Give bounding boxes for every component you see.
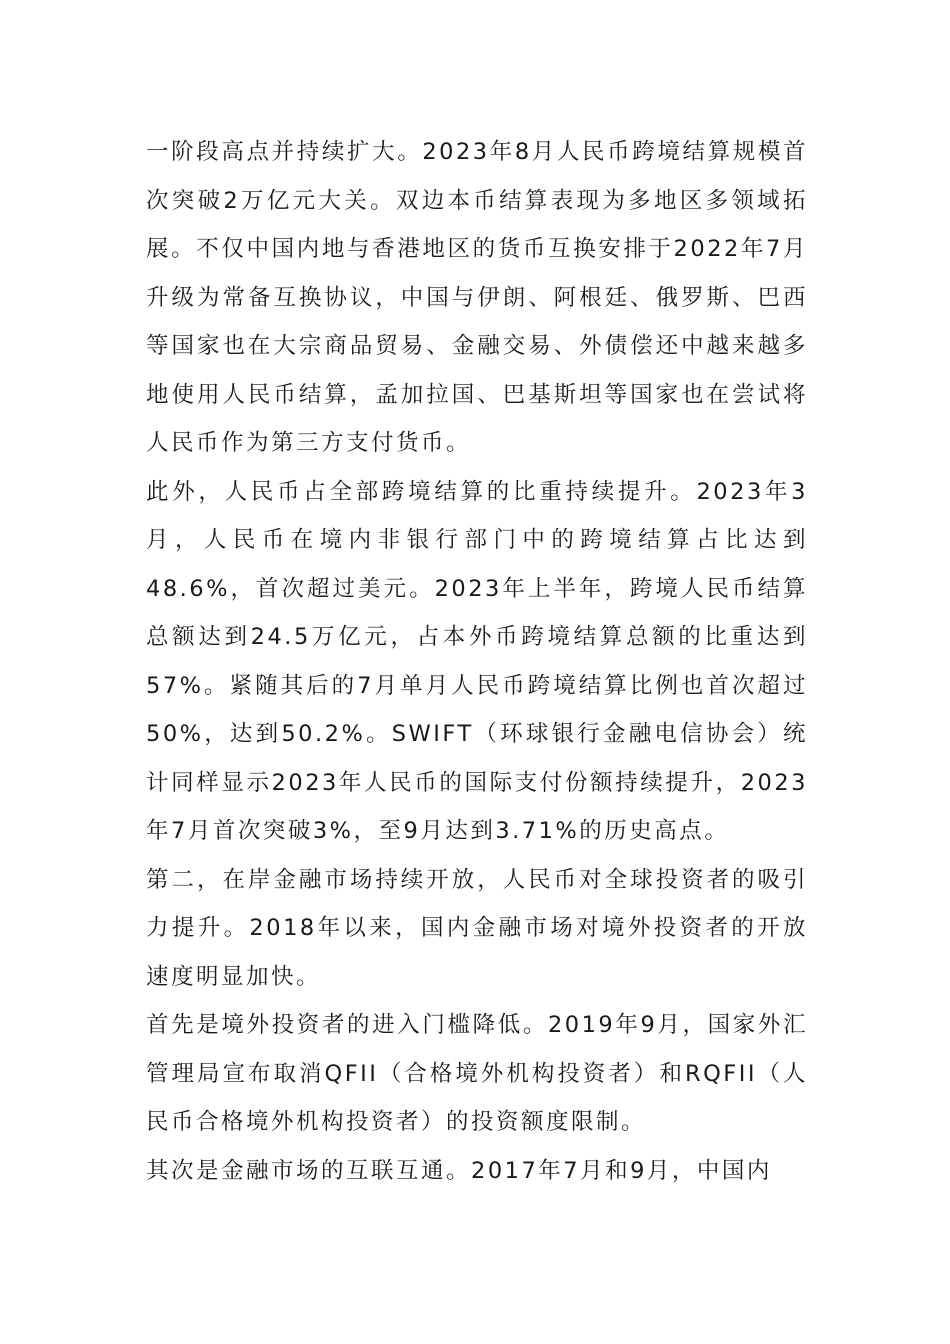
paragraph-5: 其次是金融市场的互联互通。2017年7月和9月，中国内	[146, 1157, 772, 1184]
paragraph-1: 一阶段高点并持续扩大。2023年8月人民币跨境结算规模首次突破2万亿元大关。双边本币结算表现为多地区多领域拓展。不仅中国内地与香港地区的货币互换安排于2022年7月升级为常备互换协议，中国与伊朗、阿根廷、俄罗斯、巴西等国家也在大宗商品贸易、金融交易、外债偿还中越来越多地使用人民币结算，孟加拉国、巴基斯坦等国家也在尝试将人民币作为第三方支付货币。	[146, 139, 808, 456]
paragraph-2: 此外，人民币占全部跨境结算的比重持续提升。2023年3月，人民币在境内非银行部门中的跨境结算占比达到48.6%，首次超过美元。2023年上半年，跨境人民币结算总额达到24.5万亿元，占本外币跨境结算总额的比重达到57%。紧随其后的7月单月人民币跨境结算比例也首次超过50%，达到50.2%。SWIFT（环球银行金融电信协会）统计同样显示2023年人民币的国际支付份额持续提升，2023年7月首次突破3%，至9月达到3.71%的历史高点。	[146, 478, 808, 844]
document-body	[146, 128, 808, 1195]
paragraph-4: 首先是境外投资者的进入门槛降低。2019年9月，国家外汇管理局宣布取消QFII（合格境外机构投资者）和RQFII（人民币合格境外机构投资者）的投资额度限制。	[146, 1012, 808, 1135]
paragraph-3: 第二，在岸金融市场持续开放，人民币对全球投资者的吸引力提升。2018年以来，国内金融市场对境外投资者的开放速度明显加快。	[146, 866, 808, 990]
